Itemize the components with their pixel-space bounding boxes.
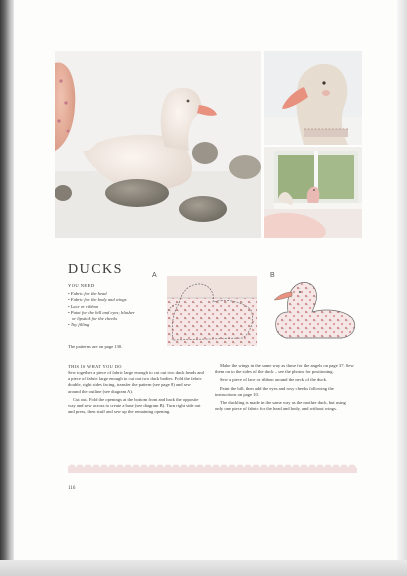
instructions-heading: THIS IS WHAT YOU DO — [68, 364, 122, 369]
instructions-left-column — [68, 370, 204, 417]
list-item: • Lace or ribbon — [68, 303, 99, 309]
instruction-paragraph: Cut out. Fold the openings at the bottom front and back the opposite way and sew across to create a base (see diagram B). Turn right side out and press, then stuff and sew up the remaining opening. — [68, 396, 201, 415]
page-right-edge — [397, 0, 407, 560]
scallop-shape — [300, 465, 308, 473]
scallop-shape — [324, 465, 332, 473]
scallop-shape — [236, 465, 244, 473]
list-item: • Toy filling — [68, 322, 90, 328]
list-item: • Fabric for the head — [68, 291, 107, 296]
photo-white-duck-on-stones — [55, 51, 261, 238]
scallop-shape — [228, 465, 236, 473]
scallop-shape — [348, 465, 356, 473]
scallop-shape — [92, 465, 100, 473]
scallop-shape — [340, 465, 348, 473]
scallop-shape — [172, 465, 180, 473]
photo-duck-head-closeup — [264, 51, 362, 145]
scallop-shape — [108, 465, 116, 473]
scallop-shape — [332, 465, 340, 473]
diagram-a — [167, 276, 257, 346]
scallop-shape — [308, 465, 316, 473]
scallop-shape — [212, 465, 220, 473]
scallop-shape — [292, 465, 300, 473]
scallop-shape — [244, 465, 252, 473]
page-bottom-shadow — [0, 560, 407, 576]
list-item: • Fabric for the body and wings — [68, 297, 127, 303]
diagram-b-label: B — [270, 272, 275, 279]
instruction-paragraph: The duckling is made in the same way as the mother duck, but using only one piece of fabric for the head and body, and without wings. — [215, 400, 346, 412]
instruction-paragraph: Sew together a piece of fabric large enough to cut out two duck heads and a piece of fabric large enough to cut out two duck bodies. Fold the fabric double, right sides facing, transfer the pattern (see page 8) and sew around the outline (see diagram A). — [68, 370, 204, 394]
scallop-shape — [164, 465, 172, 473]
instruction-paragraph: Make the wings in the same way as those for the angels on page 37. Sew them on to the sides of the duck – see the photos for positioning. — [215, 363, 354, 375]
scallop-shape — [140, 465, 148, 473]
materials-list — [68, 291, 163, 329]
scallop-shape — [148, 465, 156, 473]
scallop-border — [68, 464, 357, 473]
section-title: DUCKS — [68, 262, 123, 277]
scallop-shape — [76, 465, 84, 473]
instructions-right-column — [215, 363, 355, 414]
scallop-shape — [156, 465, 164, 473]
diagram-b — [272, 278, 358, 340]
book-spine-shadow — [0, 0, 14, 576]
instruction-paragraph: Paint the bill, then add the eyes and rosy cheeks following the instructions on page 10. — [215, 385, 334, 397]
photo-ducks-on-windowsill — [264, 147, 362, 238]
scallop-shape — [100, 465, 108, 473]
white-duck-illustration — [55, 51, 261, 238]
diagram-a-label: A — [152, 272, 157, 279]
duck-head-illustration — [264, 51, 362, 145]
scallop-shape — [124, 465, 132, 473]
you-need-heading: YOU NEED — [68, 283, 95, 288]
scallop-shape — [196, 465, 204, 473]
scallop-shape — [260, 465, 268, 473]
scallop-shape — [252, 465, 260, 473]
list-item: • Paint for the bill and eyes; blusher — [68, 309, 135, 315]
scallop-shape — [84, 465, 92, 473]
scallop-shape — [316, 465, 324, 473]
scallop-shape — [204, 465, 212, 473]
scallop-shape — [132, 465, 140, 473]
scallop-shape — [220, 465, 228, 473]
patterns-note: The patterns are on page 130. — [68, 344, 123, 349]
scallop-shape — [68, 465, 76, 473]
page-number: 116 — [68, 486, 76, 491]
list-item: or lipstick for the cheeks — [72, 316, 118, 322]
scallop-shape — [276, 465, 284, 473]
windowsill-illustration — [264, 147, 362, 238]
scallop-shape — [268, 465, 276, 473]
scallop-shape — [188, 465, 196, 473]
scallop-shape — [180, 465, 188, 473]
scallop-shape — [116, 465, 124, 473]
instruction-paragraph: Sew a piece of lace or ribbon around the neck of the duck. — [220, 377, 328, 383]
scallop-shape — [284, 465, 292, 473]
